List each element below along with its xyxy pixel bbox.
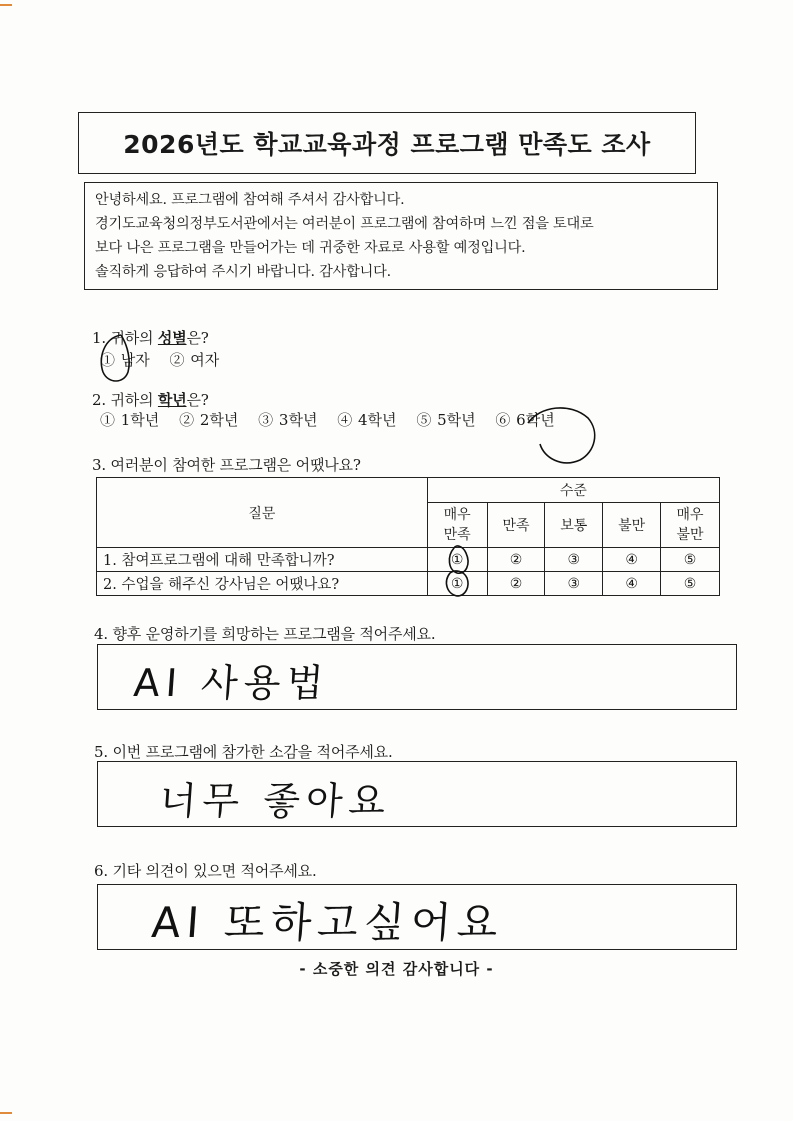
option-grade-6[interactable]: ⑥ 6학년 (495, 411, 555, 429)
option-male[interactable]: ① 남자 (100, 351, 150, 369)
question-2-options (100, 409, 569, 430)
intro-line: 경기도교육청의정부도서관에서는 여러분이 프로그램에 참여하며 느낀 점을 토대로 (95, 216, 594, 232)
question-6: 6. 기타 의견이 있으면 적어주세요. (94, 862, 317, 880)
rating-cell[interactable]: ① (427, 572, 487, 596)
level-dissatisfied: 불만 (603, 503, 661, 548)
row-question: 2. 수업을 해주신 강사님은 어땠나요? (97, 572, 428, 596)
intro-line: 안녕하세요. 프로그램에 참여해 주셔서 감사합니다. (95, 192, 405, 208)
row-question: 1. 참여프로그램에 대해 만족합니까? (97, 548, 428, 572)
rating-cell[interactable]: ② (487, 548, 545, 572)
survey-title: 2026년도 학교교육과정 프로그램 만족도 조사 (78, 112, 696, 174)
header-level: 수준 (427, 478, 719, 503)
level-neutral: 보통 (545, 503, 603, 548)
question-1-key: 성별 (157, 329, 187, 347)
corner-mark-top (0, 4, 12, 6)
rating-cell[interactable]: ① (427, 548, 487, 572)
handwritten-answer-5: 너무 좋아요 (158, 779, 393, 823)
level-very-satisfied: 매우 만족 (427, 503, 487, 548)
question-2-key: 학년 (157, 391, 187, 409)
question-1-suffix: 은? (186, 329, 209, 347)
level-satisfied: 만족 (487, 503, 545, 548)
option-grade-1[interactable]: ① 1학년 (100, 411, 160, 429)
option-female[interactable]: ② 여자 (169, 351, 220, 369)
option-grade-4[interactable]: ④ 4학년 (337, 411, 397, 429)
intro-line: 솔직하게 응답하여 주시기 바랍니다. 감사합니다. (95, 264, 391, 280)
rating-cell[interactable]: ④ (603, 548, 661, 572)
rating-cell[interactable]: ④ (603, 572, 661, 596)
table-row (97, 548, 720, 572)
rating-cell[interactable]: ③ (545, 548, 603, 572)
rating-cell[interactable]: ⑤ (661, 548, 720, 572)
rating-cell[interactable]: ② (487, 572, 545, 596)
satisfaction-table (96, 477, 720, 596)
question-2-prefix: 2. 귀하의 (92, 391, 158, 409)
question-5: 5. 이번 프로그램에 참가한 소감을 적어주세요. (94, 743, 393, 761)
question-2 (92, 389, 209, 410)
corner-mark-bottom (0, 1112, 12, 1114)
question-1-prefix: 1. 귀하의 (92, 329, 158, 347)
rating-cell[interactable]: ③ (545, 572, 603, 596)
question-4: 4. 향후 운영하기를 희망하는 프로그램을 적어주세요. (94, 625, 436, 643)
rating-cell[interactable]: ⑤ (661, 572, 720, 596)
header-question: 질문 (97, 478, 428, 548)
question-1-options (100, 349, 233, 370)
question-2-suffix: 은? (186, 391, 209, 409)
option-grade-2[interactable]: ② 2학년 (179, 411, 239, 429)
option-grade-5[interactable]: ⑤ 5학년 (416, 411, 476, 429)
intro-line: 보다 나은 프로그램을 만들어가는 데 귀중한 자료로 사용할 예정입니다. (95, 240, 526, 256)
handwritten-answer-4: AI 사용법 (132, 661, 331, 705)
footer-thanks: - 소중한 의견 감사합니다 - (299, 960, 494, 978)
question-1 (92, 327, 209, 348)
question-3: 3. 여러분이 참여한 프로그램은 어땠나요? (92, 456, 361, 474)
option-grade-3[interactable]: ③ 3학년 (258, 411, 318, 429)
handwritten-answer-6: AI 또하고싶어요 (150, 898, 506, 947)
intro-box (84, 182, 718, 290)
level-very-dissatisfied: 매우 불만 (661, 503, 720, 548)
table-row (97, 572, 720, 596)
